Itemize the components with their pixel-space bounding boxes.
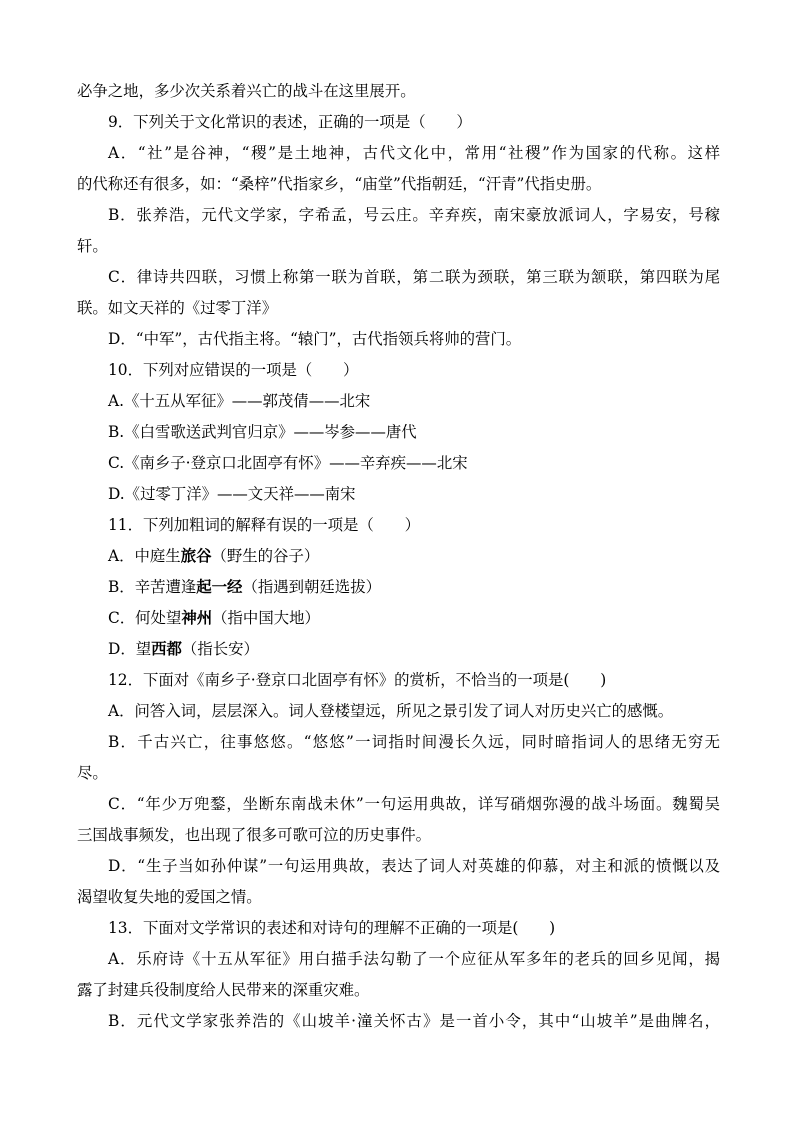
q11-d-pre: D．望 bbox=[108, 640, 152, 658]
q12-option-a: A．问答入词，层层深入。词人登楼望远，所见之景引发了词人对历史兴亡的感慨。 bbox=[108, 702, 674, 720]
question-11-stem: 11．下列加粗词的解释有误的一项是（ ） bbox=[108, 516, 421, 534]
q11-d-post: （指长安） bbox=[181, 640, 259, 658]
question-12-stem: 12．下面对《南乡子·登京口北固亭有怀》的赏析，不恰当的一项是( ) bbox=[108, 671, 607, 689]
q11-option-b bbox=[77, 572, 720, 603]
q11-b-post: （指遇到朝廷选拔） bbox=[242, 578, 381, 596]
q9-option-c-line2: 联。如文天祥的《过零丁洋》 bbox=[77, 299, 278, 317]
q13-option-b-line1: B．元代文学家张养浩的《山坡羊·潼关怀古》是一首小令，其中“山坡羊”是曲牌名， bbox=[108, 1012, 720, 1030]
q12-option-d-line1: D．“生子当如孙仲谋”一句运用典故，表达了词人对英雄的仰慕，对主和派的愤慨以及 bbox=[108, 857, 720, 875]
q11-b-bold-word: 起一经 bbox=[196, 578, 243, 596]
q11-c-bold-word: 神州 bbox=[181, 609, 213, 627]
document-page bbox=[77, 76, 720, 1037]
q11-a-post: （野生的谷子） bbox=[211, 547, 320, 565]
q9-option-a-line1: A．“社”是谷神，“稷”是土地神，古代文化中，常用“社稷”作为国家的代称。这样 bbox=[108, 144, 720, 162]
q10-option-b: B.《白雪歌送武判官归京》——岑参——唐代 bbox=[108, 423, 417, 441]
q9-option-b-line1: B．张养浩，元代文学家，字希孟，号云庄。辛弃疾，南宋豪放派词人，字易安，号稼 bbox=[108, 206, 720, 224]
q11-option-a bbox=[77, 541, 720, 572]
q11-a-bold-word: 旅谷 bbox=[180, 547, 212, 565]
q9-option-a-line2: 的代称还有很多，如：“桑梓”代指家乡，“庙堂”代指朝廷，“汗青”代指史册。 bbox=[77, 175, 602, 193]
question-13-stem: 13．下面对文学常识的表述和对诗句的理解不正确的一项是( ) bbox=[108, 919, 556, 937]
q11-c-pre: C．何处望 bbox=[108, 609, 182, 627]
q9-option-c-line1: C．律诗共四联，习惯上称第一联为首联，第二联为颈联，第三联为颔联，第四联为尾 bbox=[108, 268, 720, 286]
q12-option-c-line1: C．“年少万兜鍪，坐断东南战未休”一句运用典故，详写硝烟弥漫的战斗场面。魏蜀吴 bbox=[108, 795, 720, 813]
question-9-stem: 9．下列关于文化常识的表述，正确的一项是（ ） bbox=[108, 113, 472, 131]
q13-option-a-line1: A．乐府诗《十五从军征》用白描手法勾勒了一个应征从军多年的老兵的回乡见闻，揭 bbox=[108, 950, 720, 968]
q9-option-d: D．“中军”，古代指主将。“辕门”，古代指领兵将帅的营门。 bbox=[108, 330, 522, 348]
question-10-stem: 10．下列对应错误的一项是（ ） bbox=[108, 361, 359, 379]
q12-option-b-line1: B．千古兴亡，往事悠悠。“悠悠”一词指时间漫长久远，同时暗指词人的思绪无穷无 bbox=[108, 733, 720, 751]
q11-d-bold-word: 西都 bbox=[151, 640, 182, 658]
q11-option-c bbox=[77, 603, 720, 634]
q10-option-d: D.《过零丁洋》——文天祥——南宋 bbox=[108, 485, 356, 503]
q11-b-pre: B．辛苦遭逢 bbox=[108, 578, 197, 596]
q10-option-a: A.《十五从军征》——郭茂倩——北宋 bbox=[108, 392, 371, 410]
q12-option-d-line2: 渴望收复失地的爱国之情。 bbox=[77, 888, 262, 906]
q12-option-c-line2: 三国战事频发，也出现了很多可歌可泣的历史事件。 bbox=[77, 826, 431, 844]
q11-option-d bbox=[77, 634, 720, 665]
q11-a-pre: A．中庭生 bbox=[108, 547, 181, 565]
text-line-1: 必争之地，多少次关系着兴亡的战斗在这里展开。 bbox=[77, 82, 416, 100]
q11-c-post: （指中国大地） bbox=[212, 609, 320, 627]
q13-option-a-line2: 露了封建兵役制度给人民带来的深重灾难。 bbox=[77, 981, 370, 999]
q9-option-b-line2: 轩。 bbox=[77, 237, 108, 255]
q12-option-b-line2: 尽。 bbox=[77, 764, 108, 782]
q10-option-c: C.《南乡子·登京口北固亭有怀》——辛弃疾——北宋 bbox=[108, 454, 468, 472]
